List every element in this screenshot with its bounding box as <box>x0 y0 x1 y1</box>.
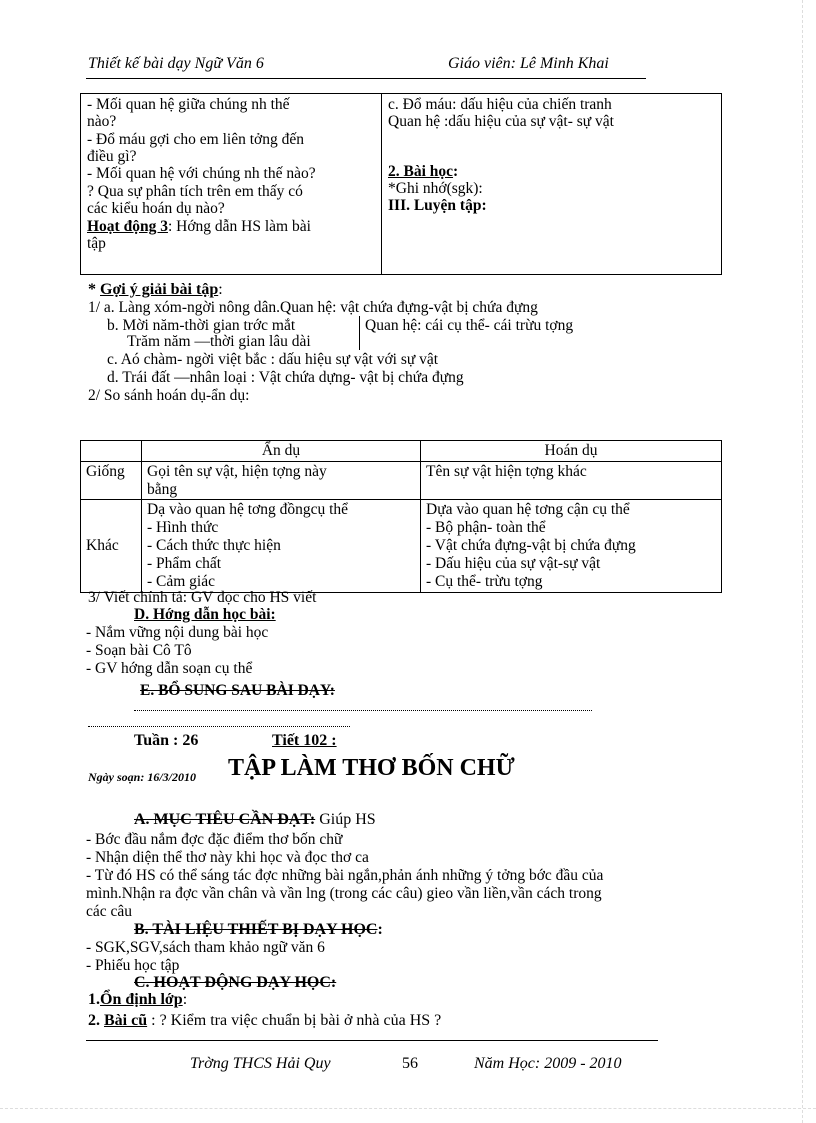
content-line: c. Đổ máu: dấu hiệu của chiến tranh <box>388 96 612 113</box>
hints-heading: * Gợi ý giải bài tập: <box>88 281 223 298</box>
cell-khac-an-du: Dạ vào quan hệ tơng đồngcụ thể - Hình thức - Cách thức thực hiện - Phẩm chất - Cảm giác <box>142 500 421 592</box>
dotted-line <box>88 726 350 727</box>
lesson-table-continuation <box>80 93 722 275</box>
note-line: *Ghi nhớ(sgk): <box>388 180 483 198</box>
content-line: Quan hệ :dấu hiệu của sự vật- sự vật <box>388 113 614 131</box>
row-label-giong: Giống <box>81 461 142 500</box>
header-right: Giáo viên: Lê Minh Khai <box>448 55 609 72</box>
section-c-item-2: 2. Bài cũ : ? Kiểm tra việc chuẩn bị bài ở nhà của HS ? <box>88 1012 442 1029</box>
footer-rule <box>86 1040 658 1041</box>
section-d-title: D. Hớng dẫn học bài: <box>134 606 276 623</box>
hint-c: c. Aó chàm- ngời việt bắc : dấu hiệu sự vật với sự vật <box>107 351 439 368</box>
question-line: các kiểu hoán dụ nào? <box>87 200 225 218</box>
section-b-item: - SGK,SGV,sách tham khảo ngữ văn 6 <box>86 939 325 956</box>
dotted-line <box>134 710 592 711</box>
header-rule <box>86 78 646 79</box>
table-header-empty <box>81 441 142 462</box>
date-label: Ngày soạn: 16/3/2010 <box>88 770 196 784</box>
question-line: - Mối quan hệ giữa chúng nh thế <box>87 96 290 113</box>
page-edge <box>0 1108 816 1109</box>
table-header-hoan-du: Hoán dụ <box>421 441 722 462</box>
content-cell: c. Đổ máu: dấu hiệu của chiến tranh Quan hệ :dấu hiệu của sự vật- sự vật 2. Bài học: *Ghi nhớ(sgk): III. Luyện tập: <box>382 94 722 275</box>
section-a-item: các câu <box>86 903 133 920</box>
question-line: - Mối quan hệ với chúng nh thế nào? <box>87 165 316 183</box>
section-a-heading: A. MỤC TIÊU CẦN ĐẠT: Giúp HS <box>134 811 376 828</box>
hint-b-relation: Quan hệ: cái cụ thể- cái trừu tợng <box>365 317 574 334</box>
question-line: ? Qua sự phân tích trên em thấy có <box>87 182 303 200</box>
section-c-item-1: 1.Ổn định lớp: <box>88 991 188 1008</box>
header-left: Thiết kế bài dạy Ngữ Văn 6 <box>88 55 264 72</box>
question-line: điều gì? <box>87 148 137 166</box>
section-a-item: mình.Nhận ra đợc vần chân và vần lng (trong các câu) gieo vần liền,vần cách trong <box>86 885 602 902</box>
question-line: - Đổ máu gợi cho em liên tởng đến <box>87 130 304 148</box>
comparison-table <box>80 440 722 593</box>
section-d-item: - Nắm vững nội dung bài học <box>86 624 269 641</box>
section-3: 3/ Viết chính tả: GV đọc cho HS viết <box>88 589 317 606</box>
practice-heading: III. Luyện tập: <box>388 197 487 215</box>
brace-line <box>359 316 360 350</box>
hint-a: 1/ a. Làng xóm-ngời nông dân.Quan hệ: vật chứa đựng-vật bị chứa đựng <box>88 299 538 316</box>
question-line: nào? <box>87 113 117 131</box>
footer-year: Năm Học: 2009 - 2010 <box>474 1055 622 1072</box>
footer-page-number: 56 <box>402 1055 418 1072</box>
footer-school: Trờng THCS Hải Quy <box>190 1055 331 1072</box>
teacher-activities-cell <box>81 94 382 275</box>
activity-text-cont: tập <box>87 234 106 252</box>
cell-giong-an-du: Gọi tên sự vật, hiện tợng này bằng <box>142 461 421 500</box>
section-d-item: - GV hớng dẫn soạn cụ thể <box>86 660 253 677</box>
week-label: Tuần : 26 <box>134 732 199 749</box>
lesson-title: TẬP LÀM THƠ BỐN CHỮ <box>228 755 515 781</box>
period-label: Tiết 102 : <box>272 732 337 749</box>
hint-b: b. Mời năm-thời gian trớc mắt <box>107 317 296 334</box>
section-b-heading: B. TÀI LIỆU THIẾT BỊ DẠY HỌC: <box>134 921 383 938</box>
compare-heading: 2/ So sánh hoán dụ-ẩn dụ: <box>88 387 250 404</box>
cell-khac-hoan-du: Dựa vào quan hệ tơng cận cụ thể - Bộ phận- toàn thể - Vật chứa đựng-vật bị chứa đựng - Dấu hiệu của sự vật-sự vật - Cụ thể- trừu tợng <box>421 500 722 592</box>
page-edge <box>802 0 803 1123</box>
activity-text: : Hớng dẫn HS làm bài <box>167 217 311 235</box>
section-e-title: E. BỔ SUNG SAU BÀI DẠY: <box>140 682 335 699</box>
cell-giong-hoan-du: Tên sự vật hiện tợng khác <box>421 461 722 500</box>
section-a-item: - Bớc đầu nắm đợc đặc điểm thơ bốn chữ <box>86 831 343 848</box>
section-b-item: - Phiếu học tập <box>86 957 180 974</box>
row-label-khac: Khác <box>81 500 142 592</box>
section-a-item: - Từ đó HS có thể sáng tác đợc những bài ngắn,phản ánh những ý tởng bớc đầu của <box>86 867 604 884</box>
hint-d: d. Trái đất —nhân loại : Vật chứa dựng- vật bị chứa đựng <box>107 369 464 386</box>
hint-b-cont: Trăm năm —thời gian lâu dài <box>127 333 311 350</box>
section-d-item: - Soạn bài Cô Tô <box>86 642 192 659</box>
lesson-heading: 2. Bài học <box>388 162 454 180</box>
activity-label: Hoạt động 3 <box>87 217 168 235</box>
section-c-title: C. HOẠT ĐỘNG DẠY HỌC: <box>134 974 337 991</box>
table-header-an-du: Ẩn dụ <box>142 441 421 462</box>
section-a-item: - Nhận diện thể thơ này khi học và đọc thơ ca <box>86 849 369 866</box>
